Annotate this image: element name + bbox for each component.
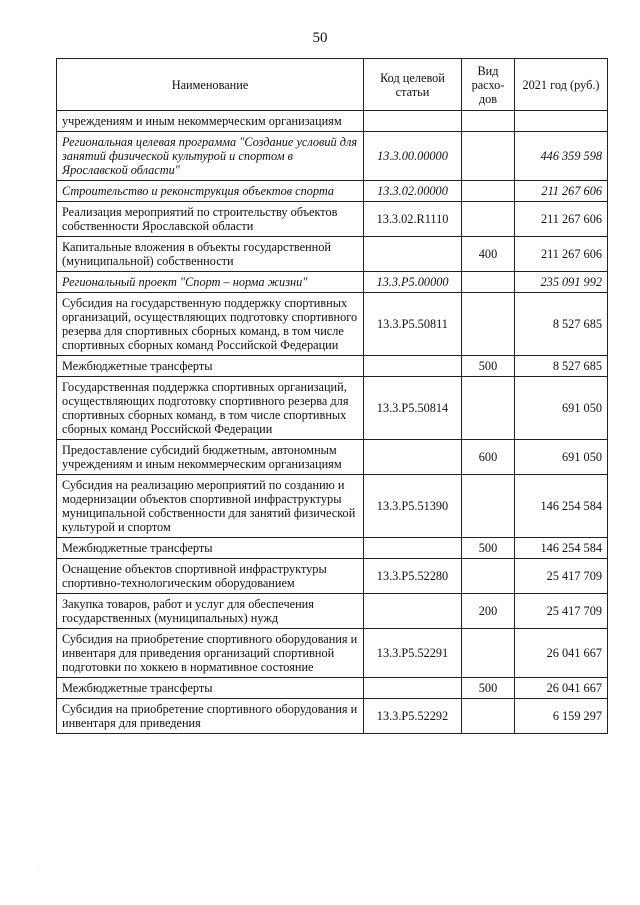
row-code-cell	[364, 237, 462, 272]
row-code-cell: 13.3.00.00000	[364, 132, 462, 181]
row-name-cell: Межбюджетные трансферты	[57, 356, 364, 377]
row-code-cell: 13.3.Р5.52291	[364, 629, 462, 678]
row-name-cell: Региональный проект "Спорт – норма жизни"	[57, 272, 364, 293]
row-amount-cell: 8 527 685	[515, 356, 608, 377]
row-kind-cell	[462, 475, 515, 538]
table-row	[57, 594, 608, 629]
row-amount-cell: 211 267 606	[515, 202, 608, 237]
table-row	[57, 538, 608, 559]
row-kind-cell: 500	[462, 678, 515, 699]
row-code-cell: 13.3.02.R1110	[364, 202, 462, 237]
table-row	[57, 377, 608, 440]
table-row	[57, 132, 608, 181]
row-name-cell: Реализация мероприятий по строительству объектов собственности Ярославской области	[57, 202, 364, 237]
row-name-cell: Субсидия на государственную поддержку спортивных организаций, осуществляющих подготовку спортивного резерва для спортивных сборных команд, в том числе спортивных сборных команд Российской Федерации	[57, 293, 364, 356]
row-kind-cell: 600	[462, 440, 515, 475]
row-name-cell: Субсидия на реализацию мероприятий по созданию и модернизации объектов спортивной инфраструктуры муниципальной собственности для занятий физической культурой и спортом	[57, 475, 364, 538]
row-kind-cell	[462, 272, 515, 293]
row-code-cell	[364, 111, 462, 132]
row-kind-cell: 200	[462, 594, 515, 629]
table-header-row	[57, 59, 608, 111]
row-name-cell: Межбюджетные трансферты	[57, 538, 364, 559]
row-code-cell	[364, 356, 462, 377]
table-row	[57, 181, 608, 202]
row-code-cell	[364, 538, 462, 559]
row-amount-cell: 8 527 685	[515, 293, 608, 356]
row-name-cell: Закупка товаров, работ и услуг для обеспечения государственных (муниципальных) нужд	[57, 594, 364, 629]
row-kind-cell	[462, 377, 515, 440]
row-code-cell: 13.3.Р5.50814	[364, 377, 462, 440]
row-name-cell: Межбюджетные трансферты	[57, 678, 364, 699]
row-code-cell: 13.3.02.00000	[364, 181, 462, 202]
table-row	[57, 440, 608, 475]
row-amount-cell: 25 417 709	[515, 594, 608, 629]
row-name-cell: Государственная поддержка спортивных организаций, осуществляющих подготовку спортивного резерва для спортивных сборных команд, в том числе спортивных сборных команд Российской Федерации	[57, 377, 364, 440]
row-amount-cell: 691 050	[515, 377, 608, 440]
row-name-cell: Оснащение объектов спортивной инфраструктуры спортивно-технологическим оборудованием	[57, 559, 364, 594]
row-kind-cell	[462, 202, 515, 237]
row-kind-cell: 500	[462, 538, 515, 559]
table-row	[57, 475, 608, 538]
header-amount: 2021 год (руб.)	[515, 59, 608, 111]
table-body	[57, 111, 608, 734]
row-kind-cell	[462, 629, 515, 678]
row-kind-cell: 400	[462, 237, 515, 272]
table-row	[57, 272, 608, 293]
row-name-cell: Предоставление субсидий бюджетным, автономным учреждениям и иным некоммерческим организациям	[57, 440, 364, 475]
row-name-cell: Капитальные вложения в объекты государственной (муниципальной) собственности	[57, 237, 364, 272]
header-code: Код целевой статьи	[364, 59, 462, 111]
row-code-cell	[364, 678, 462, 699]
row-code-cell: 13.3.Р5.00000	[364, 272, 462, 293]
row-kind-cell: 500	[462, 356, 515, 377]
row-amount-cell: 691 050	[515, 440, 608, 475]
row-amount-cell	[515, 111, 608, 132]
row-amount-cell: 6 159 297	[515, 699, 608, 734]
row-kind-cell	[462, 181, 515, 202]
table-row	[57, 237, 608, 272]
row-amount-cell: 25 417 709	[515, 559, 608, 594]
row-code-cell: 13.3.Р5.50811	[364, 293, 462, 356]
table-row	[57, 559, 608, 594]
row-code-cell	[364, 594, 462, 629]
row-name-cell: Субсидия на приобретение спортивного оборудования и инвентаря для приведения организаций спортивной подготовки по хоккею в нормативное состояние	[57, 629, 364, 678]
table-row	[57, 356, 608, 377]
table-row	[57, 111, 608, 132]
header-name: Наименование	[57, 59, 364, 111]
row-kind-cell	[462, 559, 515, 594]
row-amount-cell: 446 359 598	[515, 132, 608, 181]
row-amount-cell: 235 091 992	[515, 272, 608, 293]
row-code-cell: 13.3.Р5.52280	[364, 559, 462, 594]
row-code-cell: 13.3.Р5.52292	[364, 699, 462, 734]
budget-table	[56, 58, 608, 734]
table-row	[57, 699, 608, 734]
table-row	[57, 202, 608, 237]
row-name-cell: Строительство и реконструкция объектов спорта	[57, 181, 364, 202]
row-amount-cell: 146 254 584	[515, 538, 608, 559]
table-row	[57, 678, 608, 699]
row-name-cell: Региональная целевая программа "Создание условий для занятий физической культурой и спортом в Ярославской области"	[57, 132, 364, 181]
row-kind-cell	[462, 111, 515, 132]
row-amount-cell: 211 267 606	[515, 181, 608, 202]
table-row	[57, 629, 608, 678]
row-amount-cell: 146 254 584	[515, 475, 608, 538]
row-kind-cell	[462, 132, 515, 181]
row-name-cell: Субсидия на приобретение спортивного оборудования и инвентаря для приведения	[57, 699, 364, 734]
header-kind: Вид расхо-дов	[462, 59, 515, 111]
row-code-cell	[364, 440, 462, 475]
table-row	[57, 293, 608, 356]
row-amount-cell: 26 041 667	[515, 629, 608, 678]
scan-mark: ·	[37, 865, 39, 871]
row-amount-cell: 211 267 606	[515, 237, 608, 272]
row-amount-cell: 26 041 667	[515, 678, 608, 699]
page-number: 50	[312, 30, 328, 46]
row-kind-cell	[462, 699, 515, 734]
row-name-cell: учреждениям и иным некоммерческим организациям	[57, 111, 364, 132]
row-kind-cell	[462, 293, 515, 356]
row-code-cell: 13.3.Р5.51390	[364, 475, 462, 538]
